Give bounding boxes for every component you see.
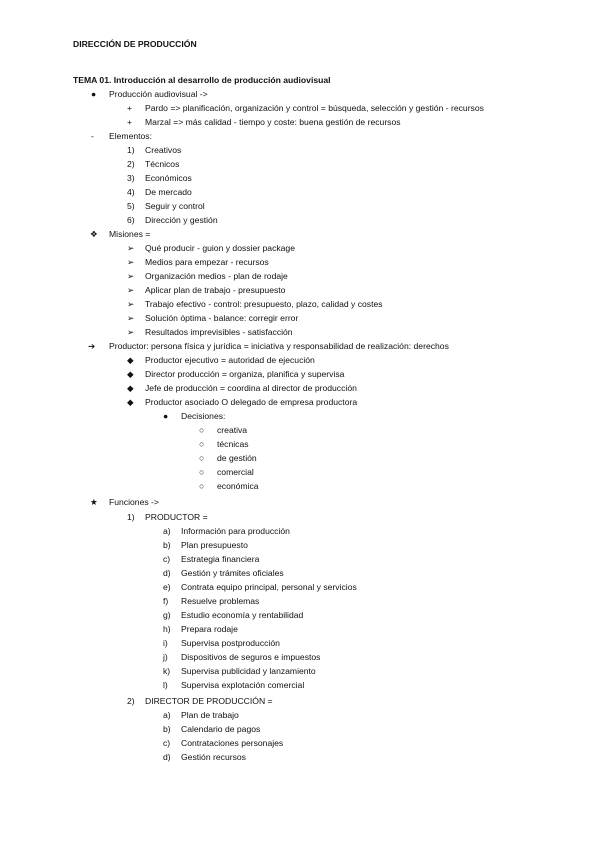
circle-icon: ○ — [199, 453, 205, 463]
arrowhead-icon: ➢ — [127, 243, 135, 253]
plus-icon: + — [127, 117, 133, 127]
plus-icon: + — [127, 103, 133, 113]
diamond-icon: ◆ — [127, 397, 134, 407]
diamond-icon: ◆ — [127, 355, 134, 365]
right-arrow-icon: ➔ — [88, 341, 96, 351]
circle-icon: ○ — [199, 439, 205, 449]
arrowhead-icon: ➢ — [127, 285, 135, 295]
arrowhead-icon: ➢ — [127, 327, 135, 337]
arrowhead-icon: ➢ — [127, 313, 135, 323]
circle-icon: ○ — [199, 481, 205, 491]
bullet-icon: ● — [163, 411, 169, 421]
dash-icon: - — [91, 131, 94, 141]
diamond-cross-icon: ❖ — [90, 229, 98, 239]
bullet-icon: ● — [91, 89, 97, 99]
diamond-icon: ◆ — [127, 369, 134, 379]
circle-icon: ○ — [199, 467, 205, 477]
arrowhead-icon: ➢ — [127, 299, 135, 309]
diamond-icon: ◆ — [127, 383, 134, 393]
star-icon: ★ — [90, 497, 98, 507]
arrowhead-icon: ➢ — [127, 271, 135, 281]
circle-icon: ○ — [199, 425, 205, 435]
arrowhead-icon: ➢ — [127, 257, 135, 267]
